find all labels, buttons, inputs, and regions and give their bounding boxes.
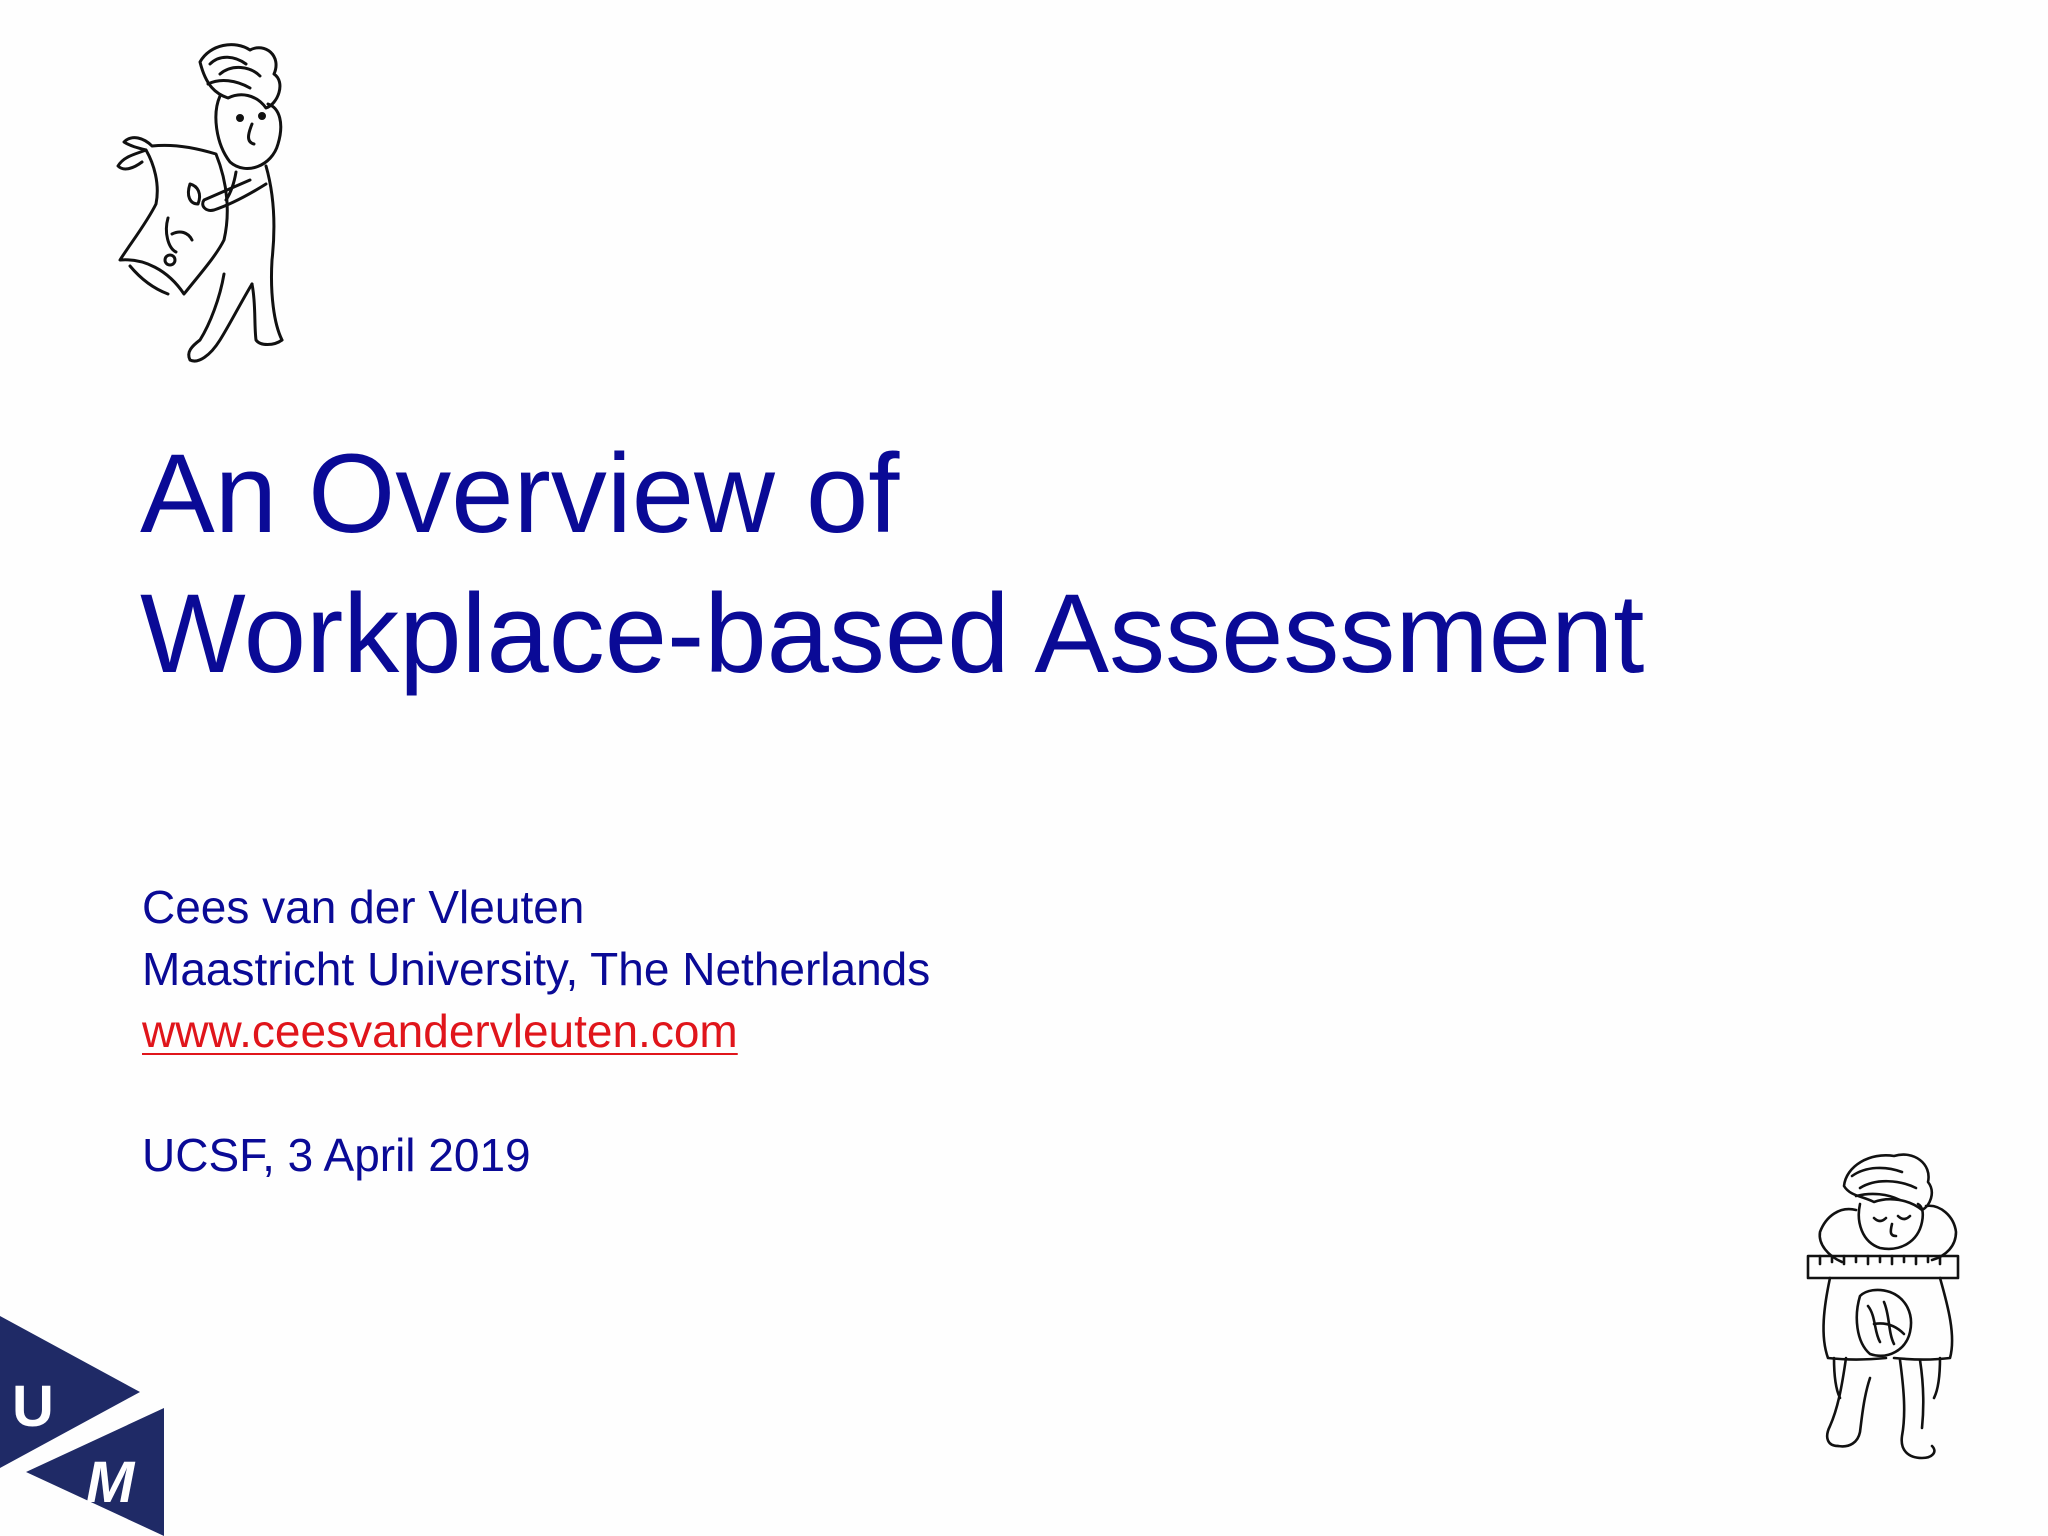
slide-title bbox=[140, 424, 1644, 704]
logo-letter-u: U bbox=[12, 1374, 54, 1439]
um-logo-icon bbox=[0, 1316, 170, 1536]
event-date: UCSF, 3 April 2019 bbox=[142, 1129, 531, 1181]
website-link[interactable]: www.ceesvandervleuten.com bbox=[142, 1005, 738, 1057]
title-line-1: An Overview of bbox=[140, 431, 900, 556]
doodle-figure-ruler-icon bbox=[1790, 1146, 1980, 1486]
author-info bbox=[142, 876, 930, 1186]
spacer bbox=[142, 1062, 930, 1124]
doodle-figure-cape-icon bbox=[60, 34, 300, 374]
author-affiliation: Maastricht University, The Netherlands bbox=[142, 943, 931, 995]
title-line-2: Workplace-based Assessment bbox=[140, 571, 1645, 696]
logo-letter-m: M bbox=[86, 1450, 135, 1515]
author-name: Cees van der Vleuten bbox=[142, 881, 585, 933]
